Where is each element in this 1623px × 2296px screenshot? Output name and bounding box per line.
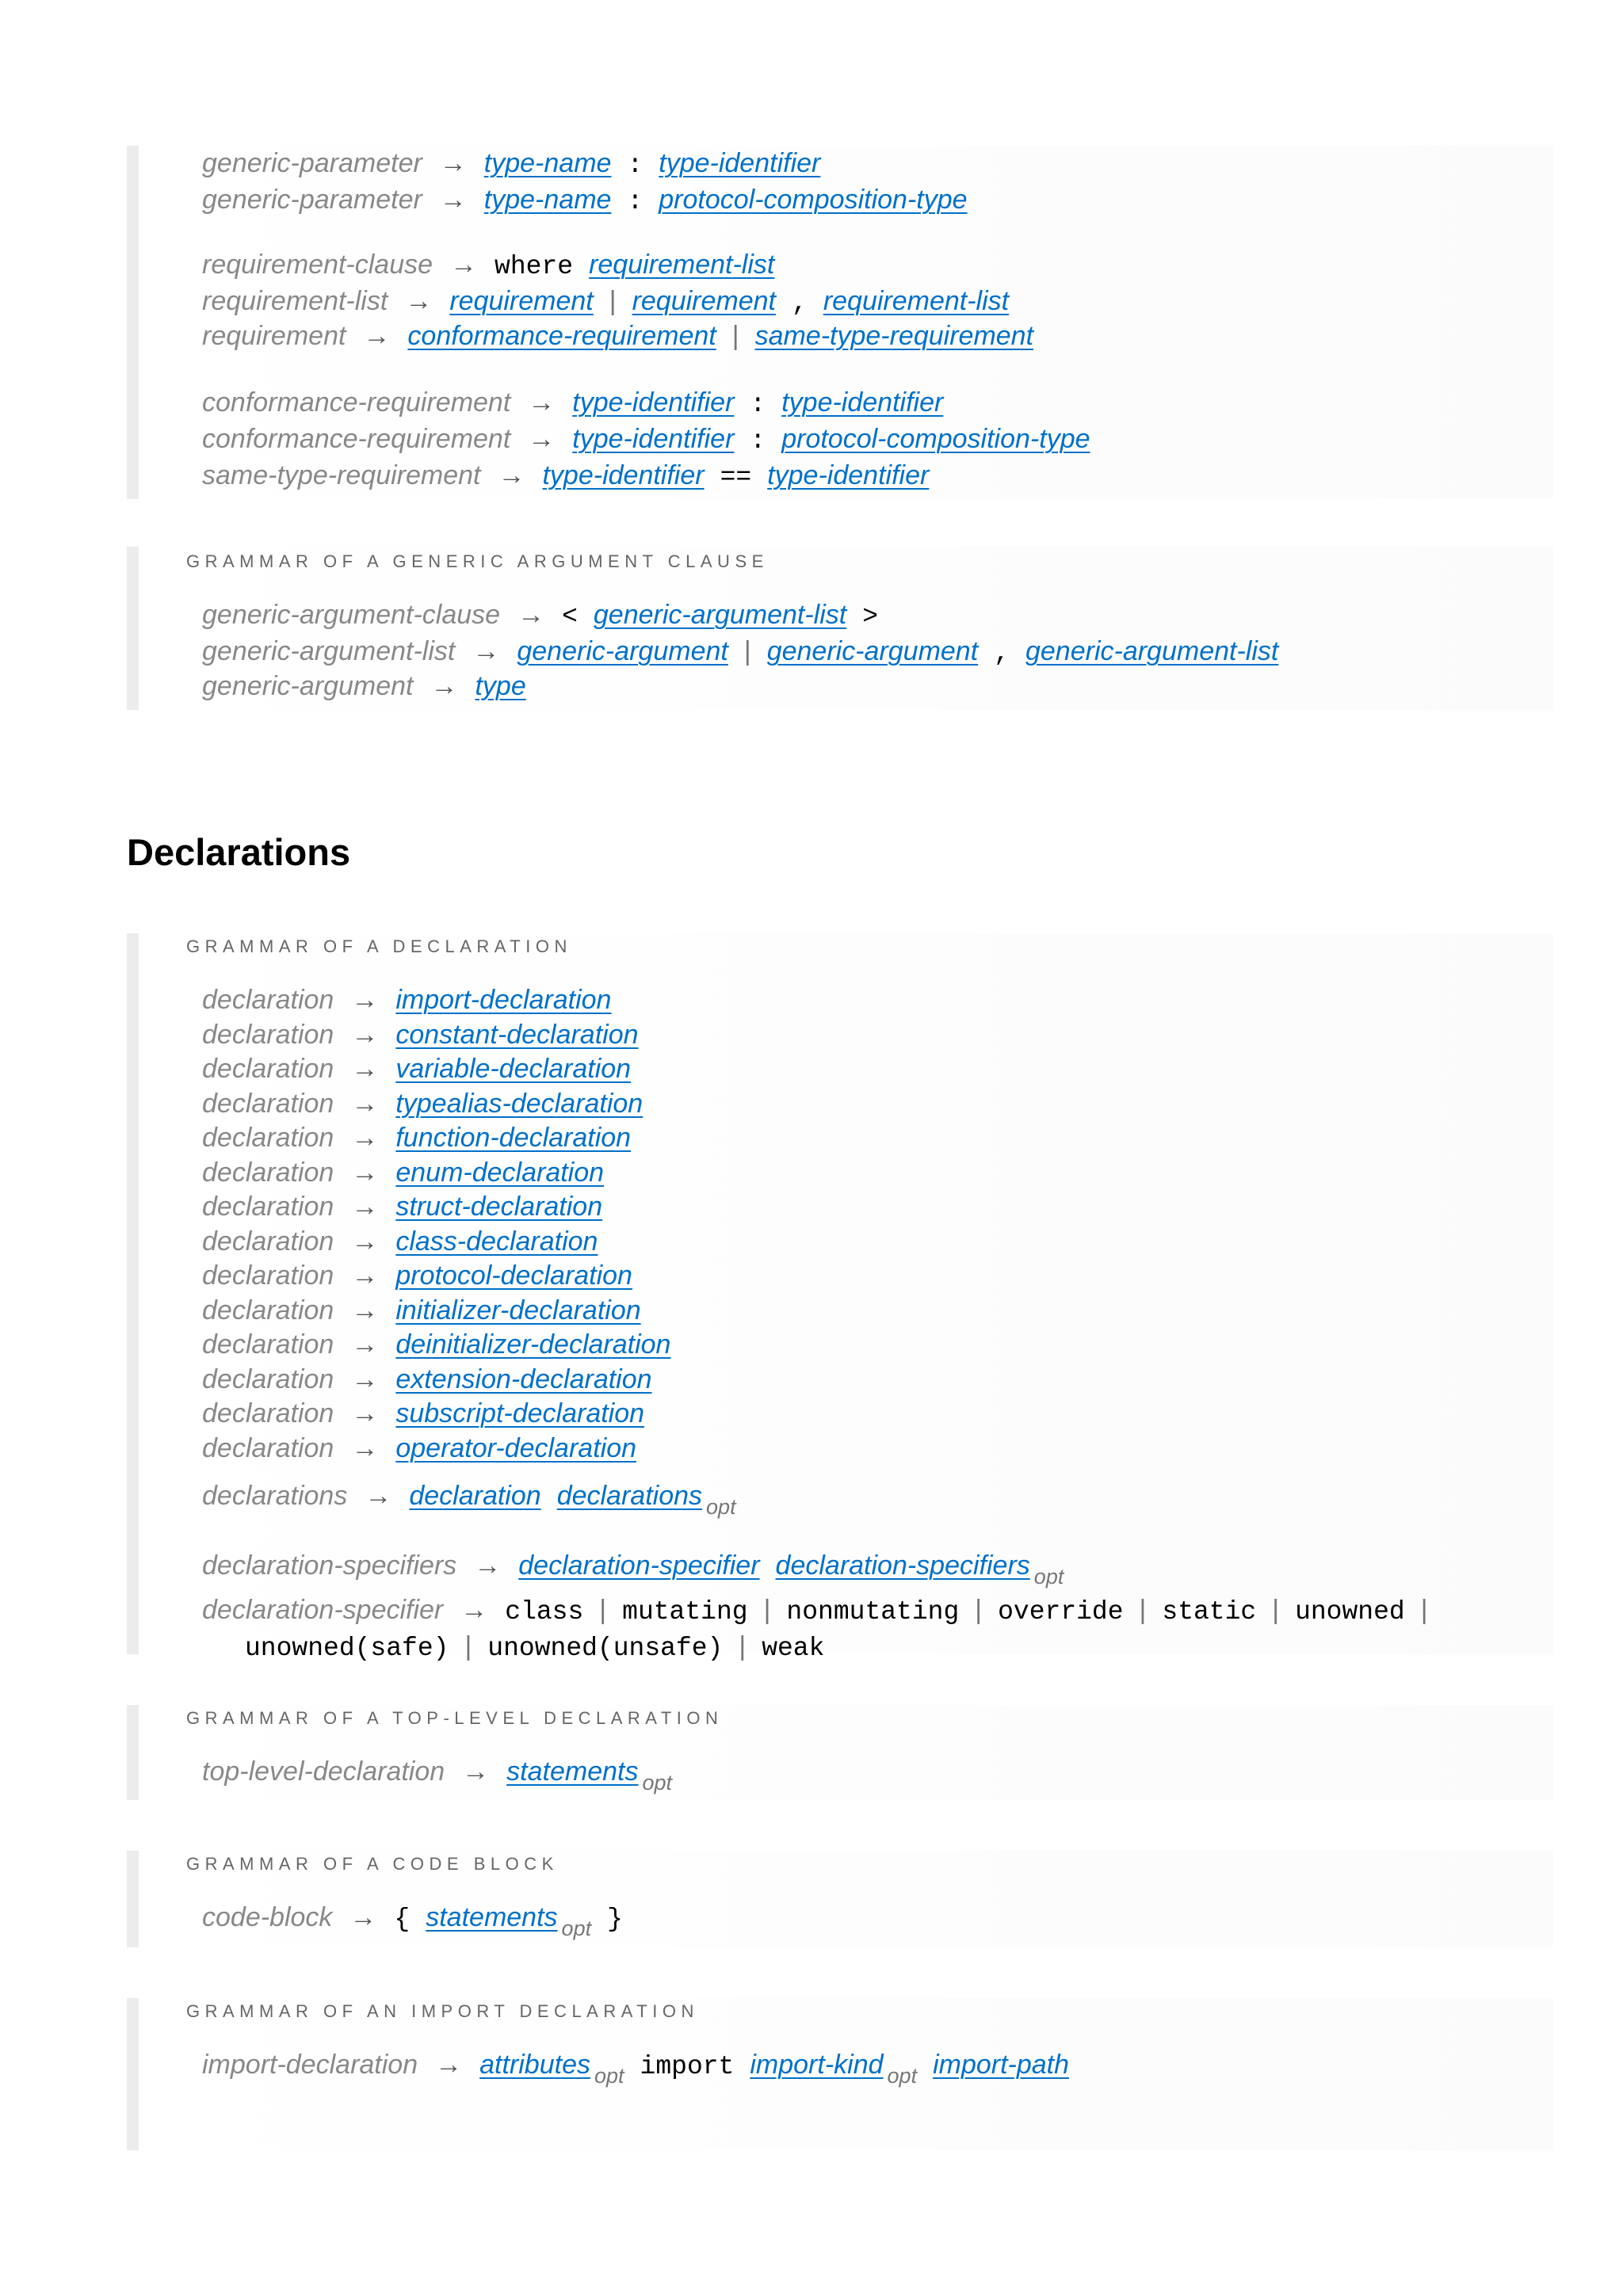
link-type-identifier[interactable]: type-identifier — [542, 460, 705, 490]
arrow-icon: → — [351, 1019, 379, 1050]
link-deinitializer-declaration[interactable]: deinitializer-declaration — [395, 1329, 671, 1360]
arrow-icon: → — [528, 424, 556, 454]
arrow-icon: → — [430, 671, 458, 701]
rule-declaration — [202, 1327, 670, 1362]
nonterminal: top-level-declaration — [202, 1756, 445, 1787]
terminal: : — [627, 187, 643, 216]
link-same-type-requirement[interactable]: same-type-requirement — [754, 321, 1034, 351]
rule-declaration — [202, 1086, 643, 1121]
nonterminal: declaration — [202, 1157, 334, 1188]
nonterminal: generic-argument — [202, 671, 414, 701]
link-struct-declaration[interactable]: struct-declaration — [395, 1192, 603, 1222]
keyword-specifier: unowned(safe) — [245, 1634, 449, 1663]
nonterminal: declaration — [202, 1432, 334, 1463]
link-type[interactable]: type — [475, 671, 526, 701]
nonterminal: declaration — [202, 1123, 334, 1153]
link-constant-declaration[interactable]: constant-declaration — [395, 1019, 639, 1050]
grammar-title: GRAMMAR OF A TOP-LEVEL DECLARATION — [186, 1708, 724, 1728]
rule-generic-parameter-1 — [202, 146, 820, 181]
optional-marker: opt — [561, 1917, 592, 1940]
link-import-path[interactable]: import-path — [933, 2050, 1070, 2080]
arrow-icon: → — [439, 148, 467, 178]
nonterminal: declaration-specifiers — [202, 1550, 457, 1581]
nonterminal: generic-parameter — [202, 185, 422, 215]
nonterminal: declaration — [202, 1088, 334, 1119]
nonterminal: requirement — [202, 321, 346, 351]
nonterminal: import-declaration — [202, 2050, 418, 2080]
arrow-icon: → — [351, 1054, 379, 1084]
keyword-specifier: class — [505, 1597, 584, 1627]
nonterminal: declaration — [202, 1363, 334, 1394]
alternation: | — [763, 1595, 771, 1625]
link-generic-argument-list[interactable]: generic-argument-list — [593, 600, 847, 630]
link-protocol-composition-type[interactable]: protocol-composition-type — [781, 424, 1090, 454]
nonterminal: declaration — [202, 1329, 334, 1360]
terminal: } — [607, 1905, 623, 1934]
link-variable-declaration[interactable]: variable-declaration — [395, 1054, 632, 1084]
alternation: | — [1139, 1595, 1147, 1625]
rule-declaration — [202, 1431, 636, 1466]
alternation: | — [731, 321, 739, 351]
alternation: | — [1272, 1595, 1280, 1625]
rule-requirement-list — [202, 284, 1009, 318]
nonterminal: declaration — [202, 985, 334, 1015]
link-generic-argument[interactable]: generic-argument — [766, 636, 979, 666]
link-initializer-declaration[interactable]: initializer-declaration — [395, 1295, 641, 1325]
nonterminal: declaration — [202, 1261, 334, 1291]
arrow-icon: → — [405, 286, 433, 316]
rule-conformance-requirement-1 — [202, 385, 943, 420]
link-type-identifier[interactable]: type-identifier — [781, 387, 944, 418]
alternation: | — [464, 1631, 472, 1661]
link-import-declaration[interactable]: import-declaration — [395, 985, 612, 1015]
arrow-icon: → — [460, 1595, 488, 1625]
arrow-icon: → — [363, 321, 391, 351]
link-attributes[interactable]: attributes — [479, 2050, 590, 2080]
keyword-import: import — [640, 2052, 735, 2081]
link-protocol-declaration[interactable]: protocol-declaration — [395, 1261, 632, 1291]
nonterminal: requirement-clause — [202, 250, 433, 280]
arrow-icon: → — [351, 1363, 379, 1394]
rule-generic-parameter-2 — [202, 182, 968, 217]
arrow-icon: → — [351, 1123, 379, 1153]
alternation: | — [609, 286, 617, 316]
nonterminal: code-block — [202, 1902, 333, 1932]
nonterminal: same-type-requirement — [202, 460, 481, 490]
optional-marker: opt — [1033, 1565, 1064, 1589]
terminal: , — [994, 639, 1010, 668]
keyword-specifier: mutating — [622, 1597, 748, 1627]
grammar-box-code-block — [127, 1851, 1553, 1947]
rule-import-declaration — [202, 2047, 1070, 2088]
rule-generic-argument — [202, 669, 526, 704]
keyword-specifier: override — [998, 1597, 1124, 1627]
nonterminal: conformance-requirement — [202, 424, 511, 454]
nonterminal: declaration — [202, 1192, 334, 1222]
rule-declaration — [202, 1155, 604, 1190]
link-class-declaration[interactable]: class-declaration — [395, 1226, 598, 1257]
arrow-icon: → — [351, 1192, 379, 1222]
grammar-box-top-level-declaration — [127, 1705, 1553, 1800]
nonterminal: declaration — [202, 1019, 334, 1050]
rule-generic-argument-clause — [202, 597, 878, 632]
rule-declaration-specifier — [202, 1592, 1444, 1627]
nonterminal: conformance-requirement — [202, 387, 511, 418]
link-extension-declaration[interactable]: extension-declaration — [395, 1363, 652, 1394]
arrow-icon: → — [351, 1295, 379, 1325]
link-requirement-list[interactable]: requirement-list — [589, 250, 775, 280]
terminal: : — [627, 151, 643, 180]
alternation: | — [739, 1631, 747, 1661]
grammar-title: GRAMMAR OF A CODE BLOCK — [186, 1854, 559, 1874]
terminal: , — [792, 288, 808, 318]
link-subscript-declaration[interactable]: subscript-declaration — [395, 1398, 645, 1428]
arrow-icon: → — [351, 1261, 379, 1291]
section-heading: Declarations — [127, 831, 351, 873]
arrow-icon: → — [498, 460, 525, 490]
rule-generic-argument-list — [202, 634, 1278, 669]
nonterminal: declaration — [202, 1398, 334, 1428]
arrow-icon: → — [351, 1329, 379, 1360]
specifier-keywords-line-2 — [245, 1631, 824, 1661]
terminal: { — [394, 1905, 411, 1934]
terminal: == — [720, 463, 752, 492]
link-protocol-composition-type[interactable]: protocol-composition-type — [659, 185, 968, 215]
rule-declaration — [202, 1258, 632, 1293]
arrow-icon: → — [351, 1157, 379, 1188]
rule-declaration-specifier-cont — [245, 1629, 824, 1664]
keyword-specifier: nonmutating — [786, 1597, 960, 1627]
keyword-specifier: static — [1162, 1597, 1257, 1627]
arrow-icon: → — [351, 1398, 379, 1428]
alternation: | — [743, 636, 751, 666]
specifier-keywords-line-1 — [505, 1595, 1443, 1625]
link-declaration-specifier[interactable]: declaration-specifier — [518, 1550, 760, 1581]
arrow-icon: → — [435, 2050, 463, 2080]
arrow-icon: → — [472, 636, 500, 666]
rule-declaration — [202, 1224, 598, 1259]
nonterminal: generic-parameter — [202, 148, 422, 178]
link-declarations[interactable]: declarations — [556, 1481, 703, 1511]
terminal: < — [562, 602, 578, 631]
link-requirement[interactable]: requirement — [449, 286, 594, 316]
arrow-icon: → — [365, 1481, 392, 1511]
rule-conformance-requirement-2 — [202, 421, 1090, 456]
rule-top-level-declaration — [202, 1754, 673, 1794]
optional-marker: opt — [887, 2064, 918, 2088]
terminal: : — [750, 390, 766, 419]
grammar-title: GRAMMAR OF AN IMPORT DECLARATION — [186, 2001, 699, 2021]
arrow-icon: → — [528, 387, 556, 418]
nonterminal: requirement-list — [202, 286, 388, 316]
link-operator-declaration[interactable]: operator-declaration — [395, 1432, 637, 1463]
alternation: | — [975, 1595, 983, 1625]
grammar-box-import-declaration — [127, 1998, 1553, 2150]
rule-declaration — [202, 1293, 641, 1328]
grammar-box-generic-parameter — [127, 146, 1553, 499]
arrow-icon: → — [462, 1756, 490, 1787]
link-type-name[interactable]: type-name — [483, 148, 612, 178]
nonterminal: declaration — [202, 1226, 334, 1257]
rule-declaration — [202, 1017, 639, 1052]
arrow-icon: → — [439, 185, 467, 215]
grammar-box-declaration — [127, 933, 1553, 1663]
keyword-specifier: unowned — [1295, 1597, 1405, 1627]
link-type-identifier[interactable]: type-identifier — [659, 148, 821, 178]
link-type-identifier[interactable]: type-identifier — [572, 424, 735, 454]
arrow-icon: → — [474, 1550, 502, 1581]
link-statements[interactable]: statements — [426, 1902, 558, 1932]
link-requirement-list[interactable]: requirement-list — [823, 286, 1010, 316]
keyword-specifier: unowned(unsafe) — [487, 1634, 724, 1663]
rule-declaration — [202, 1120, 631, 1155]
nonterminal: generic-argument-list — [202, 636, 456, 666]
grammar-title: GRAMMAR OF A GENERIC ARGUMENT CLAUSE — [186, 551, 769, 571]
rule-declaration — [202, 1189, 602, 1224]
optional-marker: opt — [706, 1495, 736, 1519]
link-conformance-requirement[interactable]: conformance-requirement — [407, 321, 716, 351]
link-typealias-declaration[interactable]: typealias-declaration — [395, 1088, 643, 1119]
arrow-icon: → — [351, 985, 379, 1015]
nonterminal: declarations — [202, 1481, 348, 1511]
nonterminal: generic-argument-clause — [202, 600, 501, 630]
rule-same-type-requirement — [202, 458, 929, 493]
arrow-icon: → — [351, 1432, 379, 1463]
arrow-icon: → — [351, 1226, 379, 1257]
link-generic-argument-list[interactable]: generic-argument-list — [1025, 636, 1279, 666]
rule-requirement — [202, 318, 1033, 353]
rule-declaration — [202, 1396, 644, 1431]
arrow-icon: → — [349, 1902, 377, 1932]
arrow-icon: → — [351, 1088, 379, 1119]
terminal: > — [862, 602, 879, 631]
link-generic-argument[interactable]: generic-argument — [517, 636, 728, 666]
link-type-identifier[interactable]: type-identifier — [572, 387, 735, 418]
arrow-icon: → — [450, 250, 478, 280]
link-requirement[interactable]: requirement — [632, 286, 776, 316]
rule-declaration — [202, 1362, 652, 1397]
rule-declaration-specifiers — [202, 1548, 1064, 1589]
link-type-name[interactable]: type-name — [483, 185, 612, 215]
nonterminal: declaration-specifier — [202, 1595, 444, 1625]
terminal: : — [750, 426, 766, 456]
alternation: | — [1420, 1595, 1428, 1625]
link-function-declaration[interactable]: function-declaration — [395, 1123, 632, 1153]
grammar-box-generic-argument-clause — [127, 547, 1553, 710]
grammar-title: GRAMMAR OF A DECLARATION — [186, 936, 572, 956]
link-declaration[interactable]: declaration — [409, 1481, 541, 1511]
link-declaration-specifiers[interactable]: declaration-specifiers — [775, 1550, 1030, 1581]
link-import-kind[interactable]: import-kind — [750, 2050, 884, 2080]
keyword-specifier: weak — [762, 1634, 825, 1663]
rule-declaration — [202, 1051, 631, 1086]
arrow-icon: → — [517, 600, 545, 630]
rule-declarations — [202, 1478, 736, 1519]
link-statements[interactable]: statements — [506, 1756, 639, 1787]
link-enum-declaration[interactable]: enum-declaration — [395, 1157, 605, 1188]
keyword-where: where — [495, 252, 574, 281]
optional-marker: opt — [642, 1771, 673, 1794]
rule-declaration — [202, 982, 611, 1017]
link-type-identifier[interactable]: type-identifier — [767, 460, 930, 490]
rule-code-block — [202, 1900, 623, 1940]
nonterminal: declaration — [202, 1295, 334, 1325]
rule-requirement-clause — [202, 247, 774, 282]
nonterminal: declaration — [202, 1054, 334, 1084]
alternation: | — [599, 1595, 607, 1625]
optional-marker: opt — [594, 2064, 624, 2088]
